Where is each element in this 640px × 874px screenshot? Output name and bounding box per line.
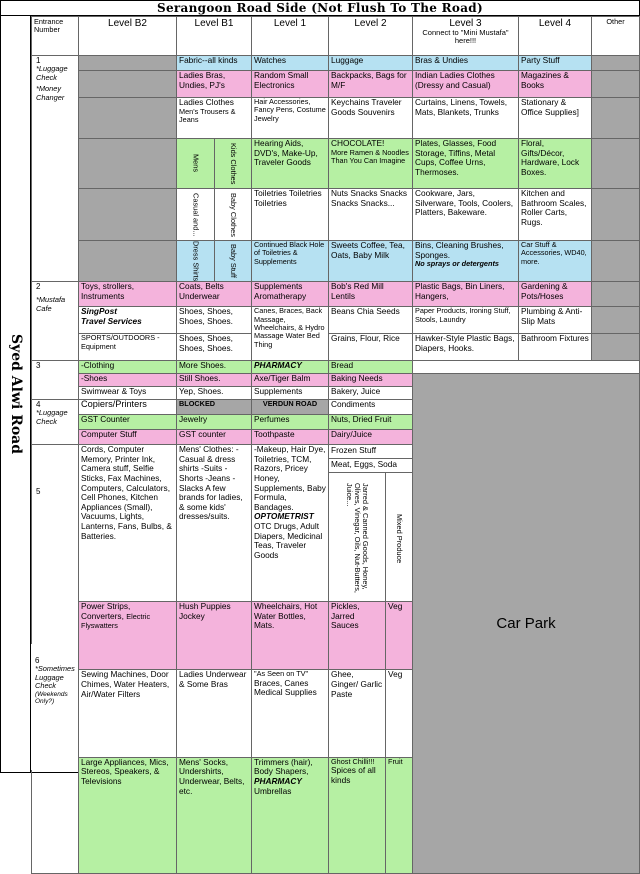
cell-bobs-red-mill: Bob's Red Mill Lentils [329, 282, 413, 307]
cell-clothing: -Clothing [79, 361, 177, 374]
cell-makeup-a: -Makeup, Hair Dye, Toiletries, TCM, Razors, Pricey Honey, Supplements, Baby Formula, Bandages. [254, 444, 326, 512]
cell-computer-items: Cords, Computer Memory, Printer Ink, Camera stuff, Selfie Sticks, Fax Machines, Computers, Calculators, Cell Phones, Kitchen Appliances (Small), Vacuums, Lights, Lanterns, Fans, Bulbs, & Batteries. [79, 445, 177, 602]
cell-luggage: Luggage [329, 56, 413, 71]
cell-ladies-bras: Ladies Bras, Undies, PJ's [177, 71, 252, 98]
cell-grocery-split [329, 473, 412, 601]
cell-pickles: Pickles, Jarred Sauces [329, 602, 386, 670]
cell-copiers: Copiers/Printers [79, 400, 177, 415]
cell-veg: Veg [386, 602, 413, 670]
cell-plastic-bags: Plastic Bags, Bin Liners, Hangers, [413, 282, 519, 307]
page-title: Serangoon Road Side (Not Flush To The Road) [1, 1, 639, 16]
cell-grocery [329, 445, 413, 602]
cell-kids-clothes: Kids Clothes [228, 142, 238, 185]
cell-empty [79, 139, 177, 189]
cell-mixed-produce: Mixed Produce [395, 514, 404, 564]
cell-paper-products: Paper Products, Ironing Stuff, Stools, Laundry [413, 307, 519, 334]
cell-chocolate-a: CHOCOLATE! [331, 138, 385, 148]
cell-baby-clothes: Baby Clothes [228, 192, 238, 237]
cell-car-stuff: Car Stuff & Accessories, WD40, more. [519, 241, 592, 282]
directory-table [31, 16, 640, 874]
cell-makeup-pharmacy [252, 445, 329, 602]
header-level-4: Level 4 [519, 17, 592, 56]
cell-chocolate-b: More Ramen & Noodles Than You Can Imagine [331, 147, 409, 165]
cell-large-appliances: Large Appliances, Mics, Stereos, Speakers, & Televisions [79, 757, 177, 873]
cell-split [177, 241, 251, 281]
cell-bins-b: No sprays or detergents [415, 259, 499, 269]
cell-empty [79, 241, 177, 282]
table-row [32, 307, 640, 334]
cell-kitchen-scales: Kitchen and Bathroom Scales, Roller Carts, Rugs. [519, 189, 592, 241]
cell-more-shoes: More Shoes. [177, 361, 252, 374]
cell-baby-stuff: Baby Stuff [228, 244, 238, 279]
side-road-text: Syed Alwi Road [7, 333, 24, 455]
cell-sports: SPORTS/OUTDOORS -Equipment [79, 334, 177, 361]
cell-bins-a: Bins, Cleaning Brushes, Sponges. [415, 240, 504, 260]
cell-still-shoes: Still Shoes. [177, 374, 252, 387]
table-row [32, 241, 640, 282]
cell-shoes: Shoes, Shoes, Shoes, Shoes. [177, 307, 252, 334]
table-row [32, 282, 640, 307]
header-other: Other [592, 17, 640, 56]
cell-mens-kids [177, 139, 252, 189]
cell-split-right [214, 189, 252, 240]
cell-stationary: Stationary & Office Supplies] [519, 98, 592, 139]
cell-verdun-road: VERDUN ROAD [252, 400, 329, 415]
cell-hearing-aids: Hearing Aids, DVD's, Make-Up, Traveler Goods [252, 139, 329, 189]
cell-yep-shoes: Yep, Shoes. [177, 387, 252, 400]
cell-shoes-b2: -Shoes [79, 374, 177, 387]
table-row [32, 56, 640, 71]
cell-toothpaste: Toothpaste [252, 430, 329, 445]
cell-plumbing: Plumbing & Anti-Slip Mats [519, 307, 592, 334]
cell-perfumes: Perfumes [252, 415, 329, 430]
cell-empty [592, 241, 640, 282]
cell-empty [592, 307, 640, 334]
cell-axe-tiger-balm: Axe/Tiger Balm [252, 374, 329, 387]
entrance-3-number: 3 [36, 361, 41, 371]
cell-umbrellas: Umbrellas [254, 785, 292, 796]
cell-bakery-juice: Bakery, Juice [329, 387, 413, 400]
entrance-2-cell [32, 282, 79, 361]
cell-grocery-stack [329, 445, 412, 601]
cell-plates: Plates, Glasses, Food Storage, Tiffins, Metal Cups, Coffee Urns, Thermoses. [413, 139, 519, 189]
cell-casual-baby [177, 189, 252, 241]
cell-coats: Coats, Belts Underwear [177, 282, 252, 307]
cell-otc-drugs: OTC Drugs, Adult Diapers, Medicinal Teas, Traveler Goods [254, 521, 323, 560]
cell-empty [413, 361, 640, 374]
cell-power-strips [79, 602, 177, 670]
cell-backpacks: Backpacks, Bags for M/F [329, 71, 413, 98]
cell-fabric: Fabric--all kinds [177, 56, 252, 71]
cell-toiletries: Toiletries Toiletries Toiletries [252, 189, 329, 241]
cell-curtains: Curtains, Linens, Towels, Mats, Blankets, Trunks [413, 98, 519, 139]
cell-mens-clothes: Mens' Clothes: -Casual & dress shirts -Suits -Shorts -Jeans -Slacks A few brands for ladies, & some kids' dresses/suits. [177, 445, 252, 602]
cell-shoes: Shoes, Shoes, Shoes, Shoes. [177, 334, 252, 361]
cell-as-seen-on-tv [252, 670, 329, 757]
entrance-4-luggage-note: *Luggage Check [36, 408, 68, 426]
cell-grains: Grains, Flour, Rice [329, 334, 413, 361]
cell-party-stuff: Party Stuff [519, 56, 592, 71]
cell-wheelchairs: Wheelchairs, Hot Water Bottles, Mats. [252, 602, 329, 670]
cell-optometrist: OPTOMETRIST [254, 511, 314, 522]
cell-singpost-b: Travel Services [81, 315, 142, 326]
cell-indian-clothes: Indian Ladies Clothes (Dressy and Casual) [413, 71, 519, 98]
cell-jewelry: Jewelry [177, 415, 252, 430]
header-level-1: Level 1 [252, 17, 329, 56]
cell-swimwear: Swimwear & Toys [79, 387, 177, 400]
cell-empty [79, 189, 177, 241]
header-level-b2: Level B2 [79, 17, 177, 56]
cell-toys: Toys, strollers, Instruments [79, 282, 177, 307]
cell-mixed-produce-wrap [386, 473, 412, 601]
cell-jarred-goods: Jarred & Canned Goods, Honey, Olives, Vinegar, Oils, Nut-Butters, Juice... [345, 482, 370, 593]
cell-empty [592, 56, 640, 71]
entrance-1-luggage-note: *Luggage Check [36, 64, 68, 82]
cell-chocolate [329, 139, 413, 189]
cell-empty [592, 282, 640, 307]
entrance-2-number: 2 [36, 282, 41, 292]
entrance-1-cell [32, 56, 79, 282]
entrance-2-cafe-note: *Mustafa Cafe [36, 295, 66, 313]
cell-casual: Casual and... [191, 192, 201, 237]
cell-nuts-dried-fruit: Nuts, Dried Fruit [329, 415, 413, 430]
cell-bathroom-fixtures: Bathroom Fixtures [519, 334, 592, 361]
entrance-6-weekend-note: (Weekends Only?) [35, 690, 68, 706]
cell-computer-stuff: Computer Stuff [79, 430, 177, 445]
cell-ghee: Ghee, Ginger/ Garlic Paste [329, 670, 386, 757]
cell-fruit: Fruit [386, 757, 413, 873]
cell-split-left [177, 241, 214, 281]
cell-baking-needs: Baking Needs [329, 374, 413, 387]
cell-split-left [177, 139, 214, 188]
header-level-b1: Level B1 [177, 17, 252, 56]
cell-empty [592, 139, 640, 189]
table-row [32, 189, 640, 241]
entrance-6-cell [31, 644, 76, 770]
cell-ladies-clothes-a: Ladies Clothes [179, 97, 234, 107]
header-level-3 [413, 17, 519, 56]
cell-empty [592, 98, 640, 139]
cell-power-strips-b: Electric Flyswatters [81, 611, 151, 631]
cell-split-left [177, 189, 214, 240]
cell-jarred-goods-wrap [329, 473, 386, 601]
cell-condiments: Condiments [329, 400, 413, 415]
cell-trimmers-a: Trimmers (hair), Body Shapers, [254, 756, 313, 777]
cell-as-seen-b: Braces, Canes Medical Supplies [254, 677, 317, 698]
cell-split-right [214, 241, 252, 281]
header-level-3-label: Level 3 [449, 18, 482, 29]
cell-hawker-bags: Hawker-Style Plastic Bags, Diapers, Hooks. [413, 334, 519, 361]
cell-empty [592, 334, 640, 361]
cell-watches: Watches [252, 56, 329, 71]
cell-magazines: Magazines & Books [519, 71, 592, 98]
header-level-2: Level 2 [329, 17, 413, 56]
table-row [32, 139, 640, 189]
cell-dress-baby [177, 241, 252, 282]
cell-pharmacy: PHARMACY [252, 361, 329, 374]
header-level-3-note: Connect to "Mini Mustafa" here!!! [422, 28, 509, 45]
cell-trimmers-pharmacy: PHARMACY [254, 775, 302, 786]
cell-supplements: Supplements Aromatherapy [252, 282, 329, 307]
cell-dairy-juice: Dairy/Juice [329, 430, 413, 445]
cell-empty [79, 71, 177, 98]
header-entrance: Entrance Number [32, 17, 79, 56]
cell-ladies-underwear: Ladies Underwear & Some Bras [177, 670, 252, 757]
cell-meat-eggs: Meat, Eggs, Soda [329, 459, 412, 473]
cell-empty [79, 56, 177, 71]
table-row [32, 71, 640, 98]
cell-as-seen-a: "As Seen on TV" [254, 669, 309, 679]
entrance-4-cell [32, 400, 79, 445]
cell-empty [592, 71, 640, 98]
cell-dress-shirts: Dress Shirts [191, 241, 201, 282]
cell-cookware: Cookware, Jars, Silverware, Tools, Coolers, Platters, Bakeware. [413, 189, 519, 241]
cell-gst-counter: GST Counter [79, 415, 177, 430]
cell-trimmers [252, 757, 329, 873]
cell-split [177, 139, 251, 188]
cell-bread: Bread [329, 361, 413, 374]
cell-empty [592, 189, 640, 241]
cell-spices-all: Spices of all kinds [331, 765, 376, 785]
header-row [32, 17, 640, 56]
entrance-6-number: 6 [35, 656, 40, 665]
cell-supplements: Supplements [252, 387, 329, 400]
entrance-3-cell [32, 361, 79, 400]
cell-spices [329, 757, 386, 873]
cell-black-hole: Continued Black Hole of Toiletries & Supplements [252, 241, 329, 282]
cell-gardening: Gardening & Pots/Hoses [519, 282, 592, 307]
table-row [32, 98, 640, 139]
entrance-1-number: 1 [36, 56, 41, 65]
cell-mens: Mens [191, 154, 201, 173]
cell-keychains: Keychains Traveler Goods Souvenirs [329, 98, 413, 139]
cell-nuts-snacks: Nuts Snacks Snacks Snacks Snacks... [329, 189, 413, 241]
cell-hair-accessories: Hair Accessories, Fancy Pens, Costume Jewelry [252, 98, 329, 139]
cell-empty [79, 98, 177, 139]
directory-table-wrap [31, 16, 639, 796]
cell-mens-socks: Mens' Socks, Undershirts, Underwear, Belts, etc. [177, 757, 252, 873]
cell-veg: Veg [386, 670, 413, 757]
cell-canes: Canes, Braces, Back Massage, Wheelchairs, & Hydro Massage Water Bed Thing [252, 307, 329, 361]
cell-blocked: BLOCKED [177, 400, 252, 415]
entrance-5-number: 5 [36, 487, 41, 497]
entrance-6-luggage-note: *Sometimes Luggage Check [35, 664, 75, 691]
cell-frozen-stuff: Frozen Stuff [329, 445, 412, 459]
cell-power-strips-a: Power Strips, Converters, [81, 601, 131, 621]
cell-singpost [79, 307, 177, 334]
cell-bras-undies: Bras & Undies [413, 56, 519, 71]
car-park-area: Car Park [413, 374, 640, 874]
cell-floral: Floral, Gifts/Décor, Hardware, Lock Boxes. [519, 139, 592, 189]
table-row [32, 361, 640, 374]
entrance-1-money-note: *Money Changer [36, 84, 65, 102]
cell-beans: Beans Chia Seeds [329, 307, 413, 334]
cell-ghost-chilli: Ghost Chilli!!! [331, 756, 375, 766]
cell-sewing-machines: Sewing Machines, Door Chimes, Water Heaters, Air/Water Filters [79, 670, 177, 757]
cell-split-right [214, 139, 252, 188]
cell-ladies-clothes [177, 98, 252, 139]
entrance-4-number: 4 [36, 400, 41, 410]
cell-singpost-a: SingPost [81, 306, 117, 317]
cell-bins [413, 241, 519, 282]
side-road-label [1, 16, 31, 772]
cell-random-electronics: Random Small Electronics [252, 71, 329, 98]
cell-hush-puppies: Hush Puppies Jockey [177, 602, 252, 670]
table-row [32, 334, 640, 361]
table-row [32, 374, 640, 387]
cell-sweets: Sweets Coffee, Tea, Oats, Baby Milk [329, 241, 413, 282]
cell-split [177, 189, 251, 240]
cell-gst-counter-b1: GST counter [177, 430, 252, 445]
cell-ladies-clothes-b: Men's Trousers & Jeans [179, 106, 236, 124]
